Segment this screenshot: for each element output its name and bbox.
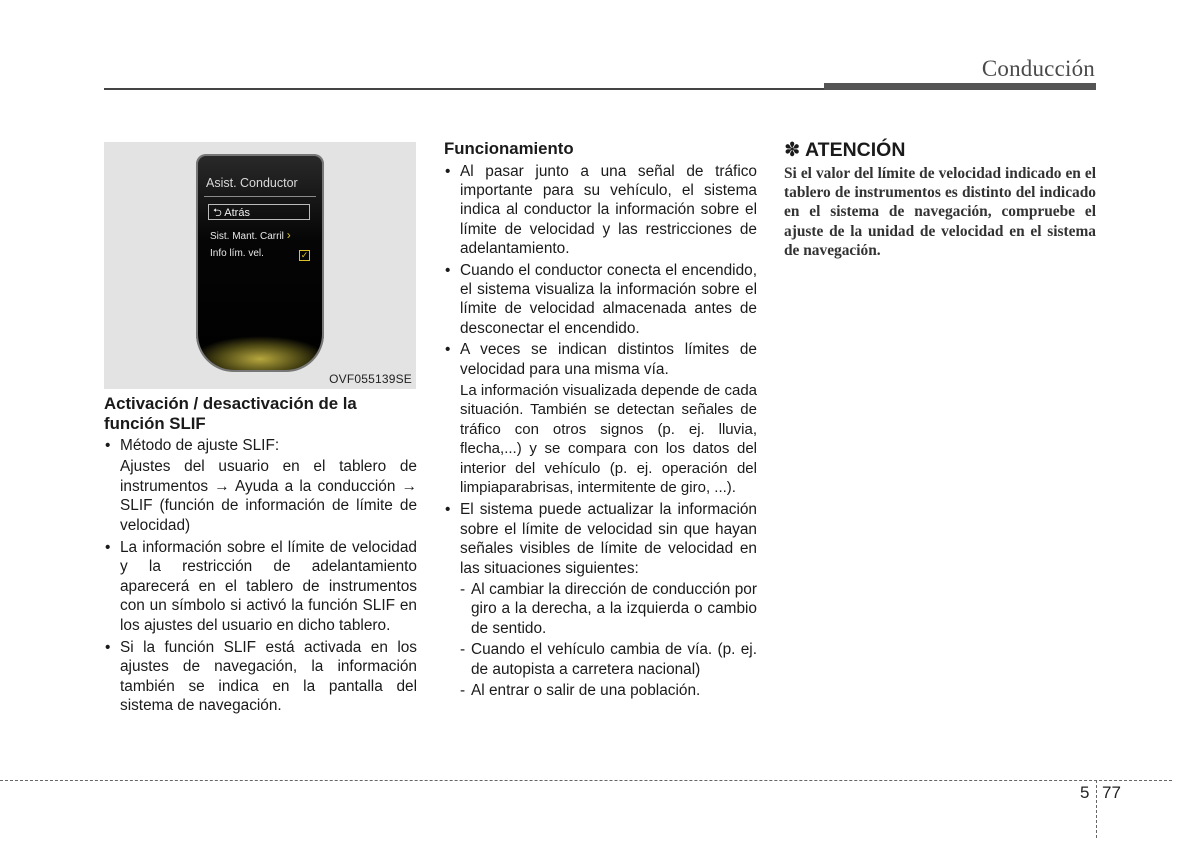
bullet-detail: Ajustes del usuario en el tablero de instrumentos → Ayuda a la conducción → SLIF (función de información de límite de velocidad) bbox=[120, 458, 417, 534]
header-rule-accent bbox=[824, 83, 1096, 90]
display-back-label: Atrás bbox=[224, 207, 250, 219]
display-menu-row-lane bbox=[210, 228, 291, 242]
bullet-item: • La información sobre el límite de velocidad y la restricción de adelantamiento aparecerá en el tablero de instrumentos con un símbolo si activó la función SLIF en los ajustes del usuario en dicho tablero. bbox=[104, 538, 417, 635]
figure-caption: OVF055139SE bbox=[329, 372, 412, 386]
footer-rule bbox=[0, 780, 1172, 781]
bullet-item: • Al pasar junto a una señal de tráfico importante para su vehículo, el sistema indica al conductor la información sobre el límite de velocidad y las restricciones de adelantamiento. bbox=[444, 162, 757, 259]
cluster-display bbox=[196, 154, 324, 372]
column-slif-activation bbox=[104, 394, 417, 716]
attention-body: Si el valor del límite de velocidad indicado en el tablero de instrumentos es distinto del indicado en el sistema de navegación, compruebe el ajuste de la unidad de velocidad en el sistema de navegación. bbox=[784, 165, 1096, 259]
dash-item: - Cuando el vehículo cambia de vía. (p. ej. de autopista a carretera nacional) bbox=[444, 640, 757, 679]
attention-box bbox=[784, 139, 1096, 260]
display-menu-title: Asist. Conductor bbox=[206, 176, 298, 190]
display-menu-row-speed bbox=[210, 248, 310, 259]
display-row-label: Info lím. vel. bbox=[210, 248, 264, 259]
instrument-cluster-figure bbox=[104, 142, 416, 389]
display-row-label: Sist. Mant. Carril bbox=[210, 231, 284, 242]
display-divider bbox=[204, 196, 316, 197]
dash-item: - Al entrar o salir de una población. bbox=[444, 681, 757, 700]
section-heading: Activación / desactivación de la función SLIF bbox=[104, 394, 357, 433]
chapter-number: 5 bbox=[1080, 783, 1090, 802]
bullet-detail: La información visualizada depende de cada situación. También se detectan señales de tráfico con otros signos (p. ej. lluvia, flecha,...) y se compara con los datos del interior del vehículo (p. ej. operación del limpiaparabrisas, intermitente de giro, ...). bbox=[460, 381, 757, 496]
page-number: 77 bbox=[1102, 783, 1121, 802]
bullet-item: • Si la función SLIF está activada en los ajustes de navegación, la información también se indica en la pantalla del sistema de navegación. bbox=[104, 638, 417, 716]
checkbox-checked-icon: ✓ bbox=[300, 250, 309, 260]
attention-title: ✽ ATENCIÓN bbox=[784, 139, 906, 161]
section-heading: Funcionamiento bbox=[444, 139, 574, 158]
bullet-item: • Método de ajuste SLIF: bbox=[104, 436, 417, 455]
footer-separator bbox=[1096, 780, 1097, 838]
bullet-item: • El sistema puede actualizar la información sobre el límite de velocidad sin que hayan señales visibles de límite de velocidad en las situaciones siguientes: bbox=[444, 500, 757, 578]
running-header-title: Conducción bbox=[981, 56, 1095, 81]
column-operation bbox=[444, 139, 757, 700]
bullet-item: • A veces se indican distintos límites de velocidad para una misma vía. bbox=[444, 340, 757, 379]
back-arrow-icon: ⮌ bbox=[213, 207, 222, 219]
display-back-item bbox=[208, 204, 310, 220]
header-rule bbox=[104, 88, 824, 90]
dash-item: - Al cambiar la dirección de conducción por giro a la derecha, a la izquierda o cambio de sentido. bbox=[444, 580, 757, 638]
chevron-right-icon: › bbox=[286, 228, 291, 242]
bullet-item: • Cuando el conductor conecta el encendido, el sistema visualiza la información sobre el límite de velocidad almacenada antes de desconectar el encendido. bbox=[444, 261, 757, 339]
